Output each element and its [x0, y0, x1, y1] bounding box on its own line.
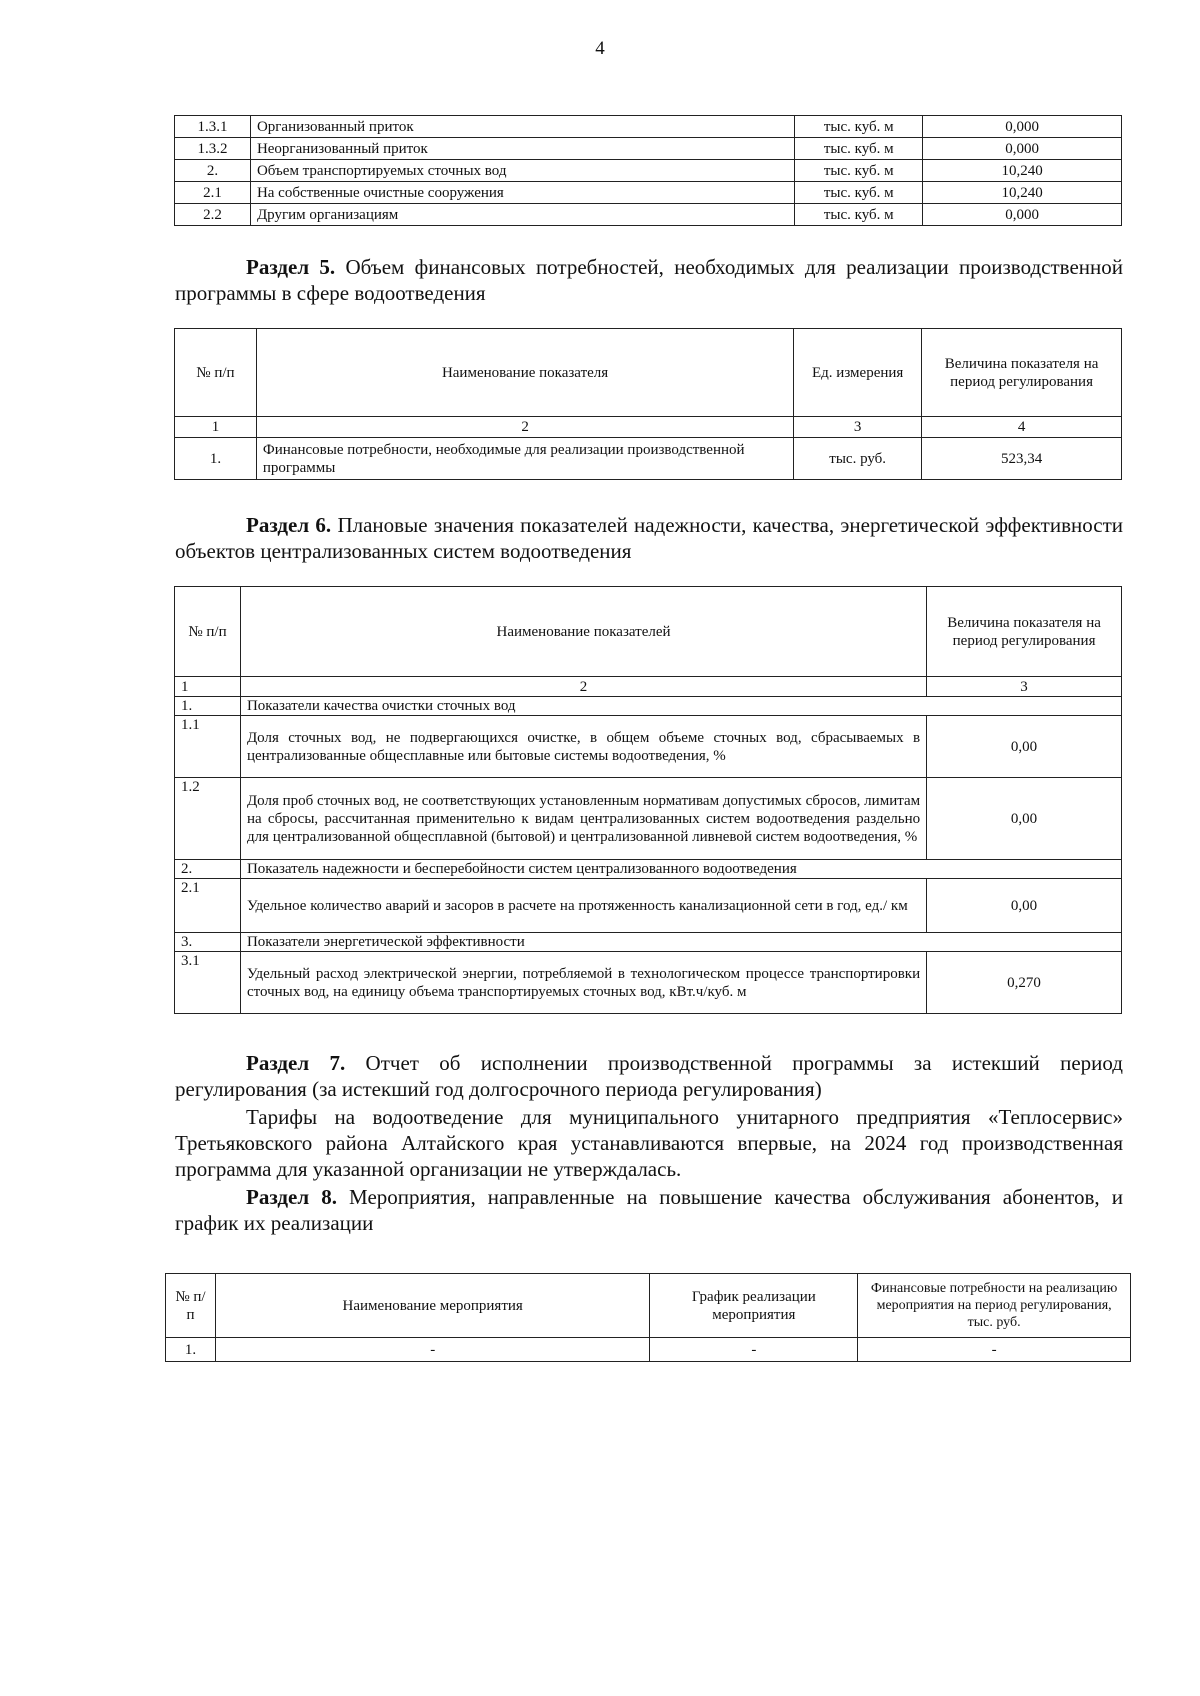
column-number: 1 [175, 417, 257, 438]
row-number: 2.2 [175, 204, 251, 226]
column-number: 3 [794, 417, 922, 438]
value: 523,34 [922, 438, 1122, 480]
table-row [175, 204, 1122, 226]
indicator-name: Объем транспортируемых сточных вод [250, 160, 794, 182]
schedule: - [650, 1338, 858, 1362]
reliability-indicators-table [174, 586, 1122, 1014]
header-cost: Финансовые потребности на реализацию мероприятия на период регулирования, тыс. руб. [858, 1274, 1131, 1338]
measure-name: - [215, 1338, 649, 1362]
row-number: 2.1 [175, 182, 251, 204]
row-number: 1. [175, 438, 257, 480]
indicator-name: Финансовые потребности, необходимые для реализации производственной программы [256, 438, 793, 480]
unit: тыс. куб. м [795, 116, 923, 138]
value: 0,000 [923, 116, 1122, 138]
value: 0,00 [927, 778, 1122, 860]
table-row [175, 160, 1122, 182]
section8-heading [175, 1184, 1123, 1236]
value: 10,240 [923, 160, 1122, 182]
header-number: № п/п [175, 587, 241, 677]
table-row [175, 952, 1122, 1014]
header-name: Наименование мероприятия [215, 1274, 649, 1338]
row-number: 2.1 [175, 879, 241, 933]
value: 0,000 [923, 138, 1122, 160]
table-row [175, 879, 1122, 933]
row-number: 2. [175, 160, 251, 182]
value: 0,00 [927, 716, 1122, 778]
value: 0,000 [923, 204, 1122, 226]
column-numbers-row [175, 417, 1122, 438]
measures-table [165, 1273, 1131, 1362]
row-number: 3.1 [175, 952, 241, 1014]
table-header-row [175, 587, 1122, 677]
row-number: 1.2 [175, 778, 241, 860]
table-row [175, 716, 1122, 778]
table-row [175, 933, 1122, 952]
row-number: 3. [175, 933, 241, 952]
unit: тыс. куб. м [795, 160, 923, 182]
header-number: № п/п [175, 329, 257, 417]
header-unit: Ед. измерения [794, 329, 922, 417]
table-row [166, 1338, 1131, 1362]
header-schedule: График реализации мероприятия [650, 1274, 858, 1338]
value: 0,00 [927, 879, 1122, 933]
table-row [175, 860, 1122, 879]
indicator-name: На собственные очистные сооружения [250, 182, 794, 204]
section6-title: Плановые значения показателей надежности, качества, энергетической эффективности объектов централизованных систем водоотведения [175, 513, 1123, 563]
group-title: Показатели качества очистки сточных вод [240, 697, 1121, 716]
section7-label: Раздел 7. [246, 1051, 346, 1075]
column-number: 1 [175, 677, 241, 697]
section6-heading [175, 512, 1123, 564]
volume-table [174, 115, 1122, 226]
unit: тыс. куб. м [795, 138, 923, 160]
row-number: 1.3.1 [175, 116, 251, 138]
section5-heading [175, 254, 1123, 306]
section7-title: Отчет об исполнении производственной программы за истекший период регулирования (за истекший год долгосрочного периода регулирования) [175, 1051, 1123, 1101]
section6-label: Раздел 6. [246, 513, 332, 537]
table-header-row [166, 1274, 1131, 1338]
value: 0,270 [927, 952, 1122, 1014]
page-number: 4 [595, 38, 605, 59]
unit: тыс. куб. м [795, 182, 923, 204]
header-name: Наименование показателя [256, 329, 793, 417]
group-title: Показатель надежности и бесперебойности систем централизованного водоотведения [240, 860, 1121, 879]
column-numbers-row [175, 677, 1122, 697]
table-row [175, 697, 1122, 716]
row-number: 1. [166, 1338, 216, 1362]
financial-needs-table [174, 328, 1122, 480]
section7-paragraph: Тарифы на водоотведение для муниципального унитарного предприятия «Теплосервис» Третьяковского района Алтайского края устанавливаются впервые, на 2024 год производственная программа для указанной организации не утверждалась. [175, 1105, 1123, 1181]
row-number: 1.3.2 [175, 138, 251, 160]
unit: тыс. руб. [794, 438, 922, 480]
section5-label: Раздел 5. [246, 255, 336, 279]
indicator-name: Доля проб сточных вод, не соответствующих установленным нормативам допустимых сбросов, лимитам на сбросы, рассчитанная применительно к видам централизованных систем водоотведения раздельно для централизованной общесплавной (бытовой) и централизованной ливневой систем водоотведения, % [240, 778, 926, 860]
row-number: 2. [175, 860, 241, 879]
section8-label: Раздел 8. [246, 1185, 337, 1209]
table-header-row [175, 329, 1122, 417]
indicator-name: Удельный расход электрической энергии, потребляемой в технологическом процессе транспортировки сточных вод, на единицу объема транспортируемых сточных вод, кВт.ч/куб. м [240, 952, 926, 1014]
header-value: Величина показателя на период регулирования [922, 329, 1122, 417]
indicator-name: Неорганизованный приток [250, 138, 794, 160]
header-number: № п/п [166, 1274, 216, 1338]
section5-title: Объем финансовых потребностей, необходимых для реализации производственной программы в сфере водоотведения [175, 255, 1123, 305]
row-number: 1.1 [175, 716, 241, 778]
table-row [175, 138, 1122, 160]
section7-heading [175, 1050, 1123, 1102]
column-number: 2 [256, 417, 793, 438]
table-row [175, 778, 1122, 860]
unit: тыс. куб. м [795, 204, 923, 226]
section8-title: Мероприятия, направленные на повышение качества обслуживания абонентов, и график их реализации [175, 1185, 1123, 1235]
column-number: 4 [922, 417, 1122, 438]
indicator-name: Другим организациям [250, 204, 794, 226]
indicator-name: Доля сточных вод, не подвергающихся очистке, в общем объеме сточных вод, сбрасываемых в централизованные общесплавные или бытовые системы водоотведения, % [240, 716, 926, 778]
header-name: Наименование показателей [240, 587, 926, 677]
header-value: Величина показателя на период регулирования [927, 587, 1122, 677]
table-row [175, 182, 1122, 204]
column-number: 3 [927, 677, 1122, 697]
group-title: Показатели энергетической эффективности [240, 933, 1121, 952]
row-number: 1. [175, 697, 241, 716]
column-number: 2 [240, 677, 926, 697]
indicator-name: Удельное количество аварий и засоров в расчете на протяженность канализационной сети в год, ед./ км [240, 879, 926, 933]
table-row [175, 438, 1122, 480]
table-row [175, 116, 1122, 138]
cost: - [858, 1338, 1131, 1362]
value: 10,240 [923, 182, 1122, 204]
indicator-name: Организованный приток [250, 116, 794, 138]
